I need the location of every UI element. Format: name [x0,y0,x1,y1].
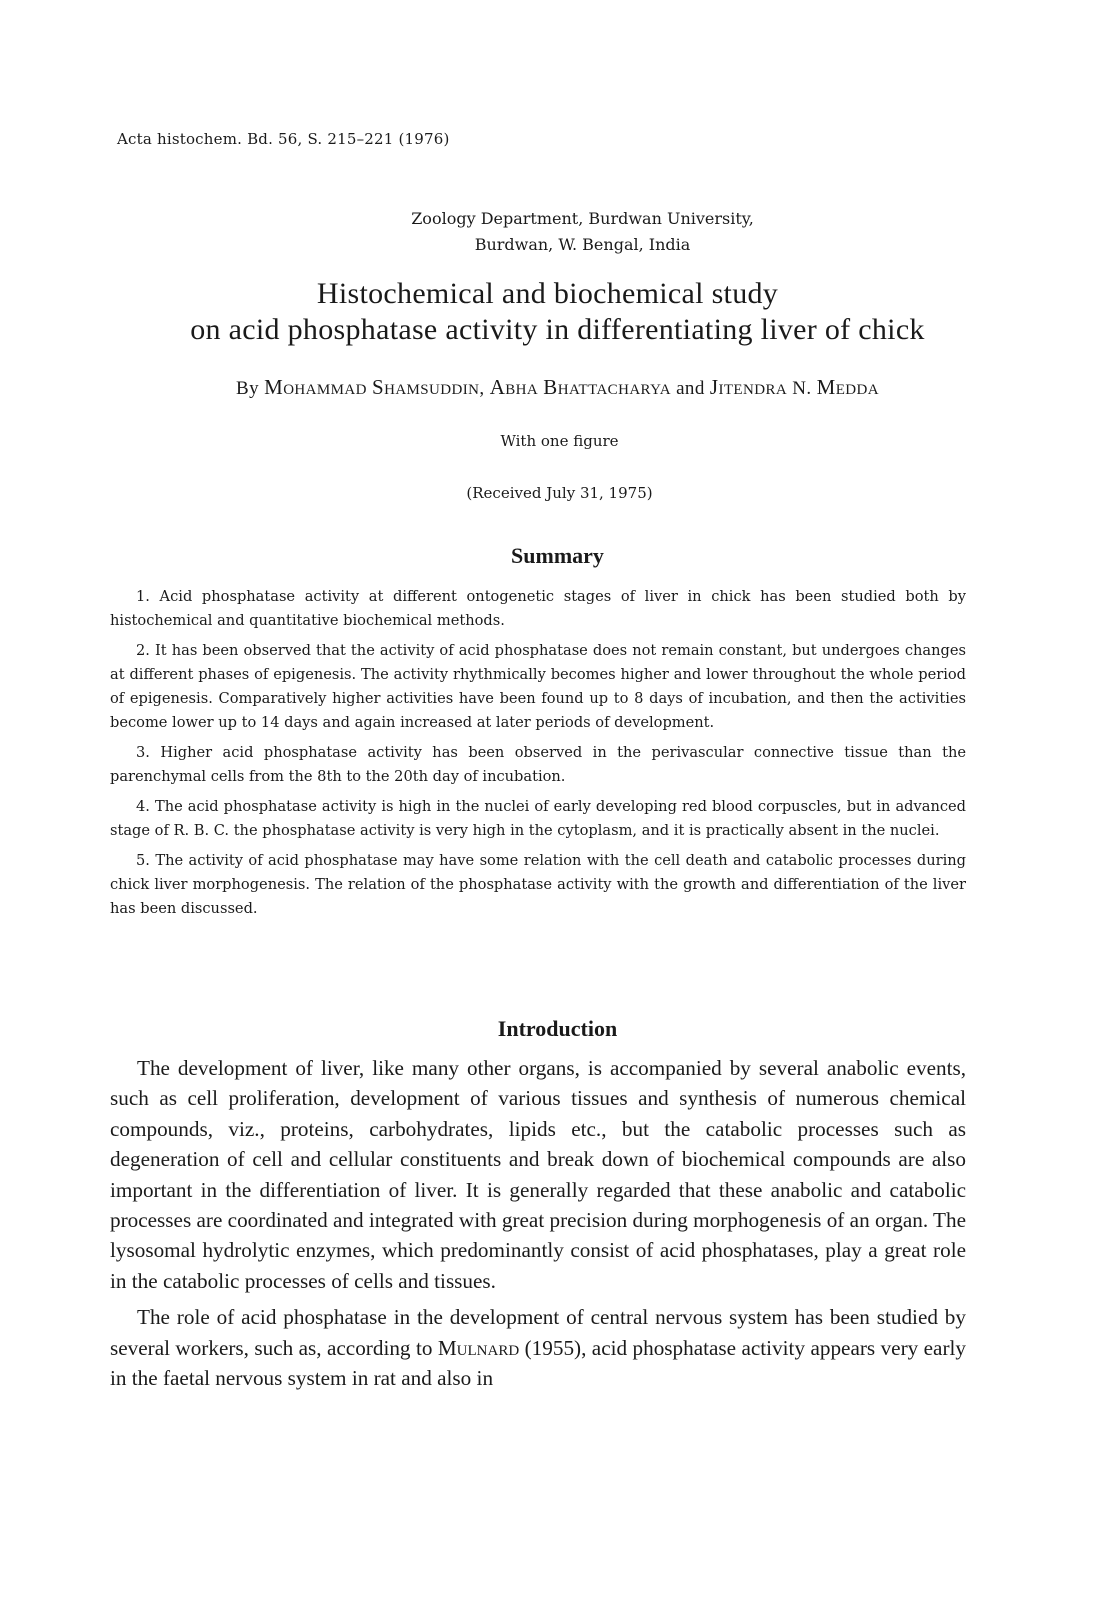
author-name-part: HATTACHARYA [557,382,671,398]
introduction-body [110,1053,966,1399]
author-name-part: ITENDRA [718,382,788,398]
author-separator: and [670,378,710,399]
received-date: (Received July 31, 1975) [466,484,653,502]
summary-point: 1. Acid phosphatase activity at different ontogenetic stages of liver in chick has been studied both by histochemical and quantitative biochemical methods. [110,588,966,629]
byline-prefix: By [236,378,265,399]
title-line: on acid phosphatase activity in differentiating liver of chick [190,313,925,346]
author-list [0,375,1095,400]
paragraph-text: (1955), acid phosphatase activity appears very early in the faetal nervous system in rat and also in [110,1335,966,1391]
figure-note: With one figure [500,432,619,450]
author-middle-initial: N. [787,378,817,399]
paragraph-text: The role of acid phosphatase in the development of central nervous system has been studied by several workers, such as, according to [110,1305,966,1360]
author-name-part: HAMSUDDIN [384,382,480,398]
body-paragraph [110,1302,966,1393]
author-initial: M [264,375,284,399]
author-initial: J [709,375,719,399]
author-name-part: OHAMMAD [283,382,367,398]
introduction-heading: Introduction [497,1016,618,1041]
summary-body [110,585,966,927]
affiliation-line: Burdwan, W. Bengal, India [474,235,691,254]
article-title [0,276,1095,348]
author-initial: S [372,375,385,399]
author-initial: M [816,375,836,399]
summary-point: 4. The acid phosphatase activity is high in the nuclei of early developing red blood corpuscles, but in advanced stage of R. B. C. the phosphatase activity is very high in the cytoplasm, and it is practically absent in the nuclei. [110,798,966,839]
author-initial: A [489,375,506,399]
summary-point: 3. Higher acid phosphatase activity has been observed in the perivascular connective tissue than the parenchymal cells from the 8th to the 20th day of incubation. [110,744,966,785]
affiliation [0,206,1095,258]
affiliation-line: Zoology Department, Burdwan University, [411,209,754,228]
author-initial: B [543,375,558,399]
summary-point: 5. The activity of acid phosphatase may have some relation with the cell death and catabolic processes during chick liver morphogenesis. The relation of the phosphatase activity with the growth and differentiation of the liver has been discussed. [110,852,966,917]
author-name-part: BHA [505,382,539,398]
title-line: Histochemical and biochemical study [316,277,779,310]
body-paragraph: The development of liver, like many other organs, is accompanied by several anabolic events, such as cell proliferation, development of various tissues and synthesis of numerous chemical compounds, viz., proteins, carbohydrates, lipids etc., but the catabolic processes such as degeneration of cell and cellular constituents and break down of biochemical compounds are also important in the differentiation of liver. It is generally regarded that these anabolic and catabolic processes are coordinated and integrated with great precision during morphogenesis of an organ. The lysosomal hydrolytic enzymes, which predominantly consist of acid phosphatases, play a great role in the catabolic processes of cells and tissues. [110,1056,966,1293]
summary-heading: Summary [511,543,604,568]
summary-point: 2. It has been observed that the activity of acid phosphatase does not remain constant, but undergoes changes at different phases of epigenesis. The activity rhythmically becomes higher and lower throughout the whole period of epigenesis. Comparatively higher activities have been found up to 8 days of incubation, and then the activities become lower up to 14 days and again increased at later periods of development. [110,642,966,731]
journal-citation: Acta histochem. Bd. 56, S. 215–221 (1976) [117,130,450,148]
author-separator: , [479,378,490,399]
author-reference: Mulnard [437,1335,520,1360]
author-name-part: EDDA [835,382,879,398]
